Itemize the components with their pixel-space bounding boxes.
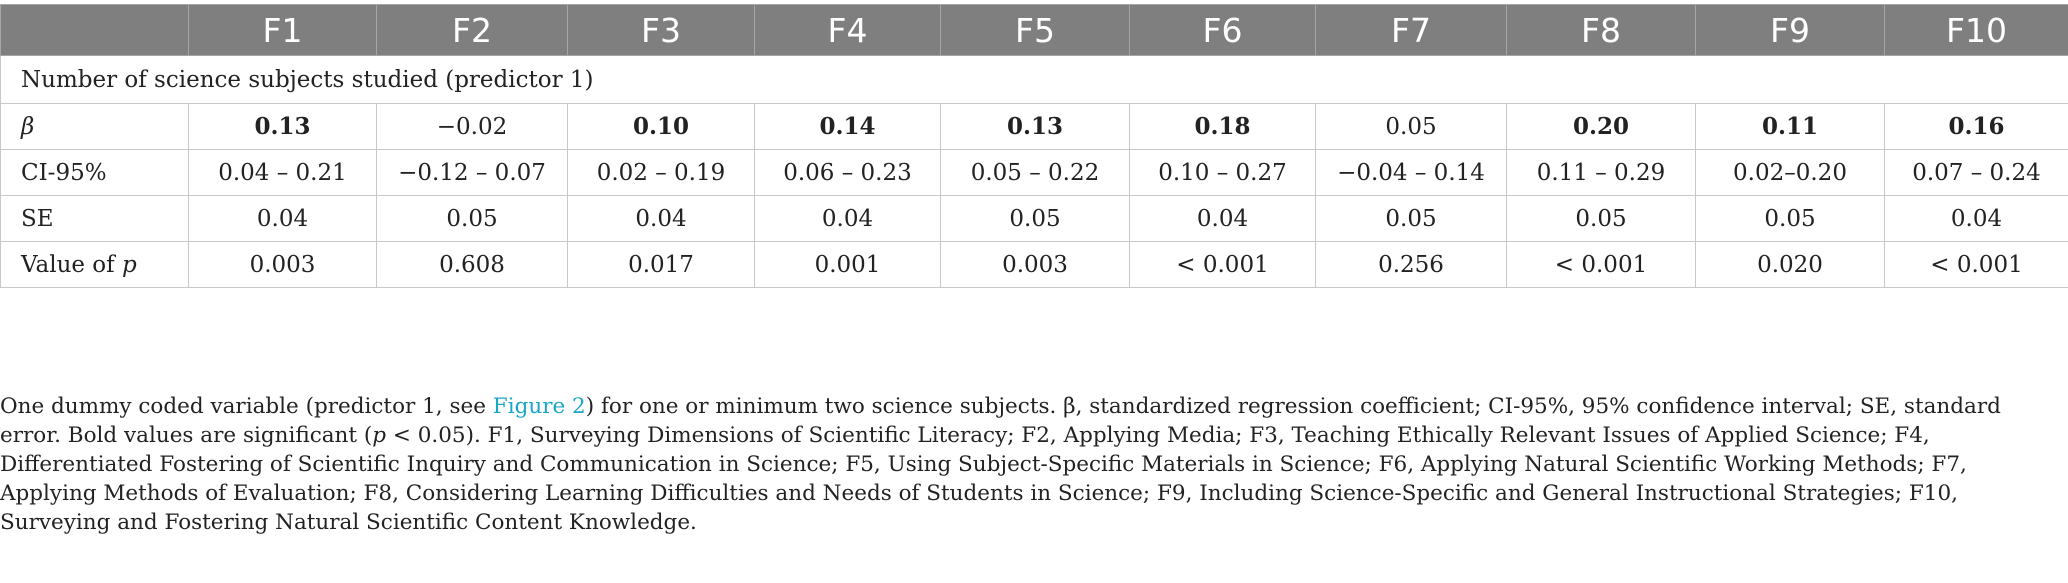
se-value-f1: 0.04 xyxy=(189,196,377,242)
row-label-p-prefix: Value of xyxy=(21,251,122,278)
header-cell-f3: F3 xyxy=(568,5,755,56)
p-value-f2: 0.608 xyxy=(377,242,568,288)
p-value-f6: < 0.001 xyxy=(1130,242,1316,288)
beta-value-f4: 0.14 xyxy=(755,104,941,150)
section-label: Number of science subjects studied (predictor 1) xyxy=(1,56,2068,104)
row-label-p-italic: p xyxy=(121,251,137,278)
beta-value-f10: 0.16 xyxy=(1885,104,2068,150)
header-row xyxy=(1,5,2068,56)
ci-value-f6: 0.10 – 0.27 xyxy=(1130,150,1316,196)
footnote-part2: ) for one or minimum two science subjects. β, standardized regression coefficient; CI-95%, 95% confidence interval; SE, standard error. Bold values are significant ( xyxy=(0,394,2001,448)
beta-value-f5: 0.13 xyxy=(941,104,1130,150)
p-value-f1: 0.003 xyxy=(189,242,377,288)
header-cell-f10: F10 xyxy=(1885,5,2068,56)
p-value-f7: 0.256 xyxy=(1316,242,1507,288)
section-row xyxy=(1,56,2068,104)
se-row xyxy=(1,196,2068,242)
ci-value-f9: 0.02–0.20 xyxy=(1696,150,1885,196)
ci-value-f7: −0.04 – 0.14 xyxy=(1316,150,1507,196)
header-cell-f5: F5 xyxy=(941,5,1130,56)
beta-value-f6: 0.18 xyxy=(1130,104,1316,150)
row-label-beta: β xyxy=(1,104,189,150)
header-cell-f8: F8 xyxy=(1507,5,1696,56)
results-table xyxy=(0,4,2068,288)
se-value-f5: 0.05 xyxy=(941,196,1130,242)
p-value-f5: 0.003 xyxy=(941,242,1130,288)
beta-value-f9: 0.11 xyxy=(1696,104,1885,150)
se-value-f4: 0.04 xyxy=(755,196,941,242)
ci-value-f3: 0.02 – 0.19 xyxy=(568,150,755,196)
p-value-f9: 0.020 xyxy=(1696,242,1885,288)
header-cell-f7: F7 xyxy=(1316,5,1507,56)
beta-value-f8: 0.20 xyxy=(1507,104,1696,150)
se-value-f9: 0.05 xyxy=(1696,196,1885,242)
se-value-f6: 0.04 xyxy=(1130,196,1316,242)
p-row xyxy=(1,242,2068,288)
footnote-part1: One dummy coded variable (predictor 1, see xyxy=(0,394,493,419)
ci-row xyxy=(1,150,2068,196)
p-value-f10: < 0.001 xyxy=(1885,242,2068,288)
p-value-f8: < 0.001 xyxy=(1507,242,1696,288)
ci-value-f5: 0.05 – 0.22 xyxy=(941,150,1130,196)
ci-value-f2: −0.12 – 0.07 xyxy=(377,150,568,196)
se-value-f8: 0.05 xyxy=(1507,196,1696,242)
p-value-f4: 0.001 xyxy=(755,242,941,288)
row-label-se: SE xyxy=(1,196,189,242)
p-value-f3: 0.017 xyxy=(568,242,755,288)
row-label-p xyxy=(1,242,189,288)
figure-link[interactable]: Figure 2 xyxy=(492,394,586,419)
se-value-f2: 0.05 xyxy=(377,196,568,242)
header-cell-f9: F9 xyxy=(1696,5,1885,56)
beta-value-f1: 0.13 xyxy=(189,104,377,150)
ci-value-f1: 0.04 – 0.21 xyxy=(189,150,377,196)
row-label-ci: CI-95% xyxy=(1,150,189,196)
footnote-part3: < 0.05). F1, Surveying Dimensions of Scientific Literacy; F2, Applying Media; F3, Teaching Ethically Relevant Issues of Applied Science; F4, Differentiated Fostering of Scientific Inquiry and Communication in Science; F5, Using Subject-Specific Materials in Science; F6, Applying Natural Scientific Working Methods; F7, Applying Methods of Evaluation; F8, Considering Learning Difficulties and Needs of Students in Science; F9, Including Science-Specific and General Instructional Strategies; F10, Surveying and Fostering Natural Scientific Content Knowledge. xyxy=(0,423,1967,535)
header-cell-f2: F2 xyxy=(377,5,568,56)
se-value-f3: 0.04 xyxy=(568,196,755,242)
beta-row xyxy=(1,104,2068,150)
beta-value-f2: −0.02 xyxy=(377,104,568,150)
header-cell-f6: F6 xyxy=(1130,5,1316,56)
se-value-f10: 0.04 xyxy=(1885,196,2068,242)
header-cell-f4: F4 xyxy=(755,5,941,56)
beta-value-f3: 0.10 xyxy=(568,104,755,150)
beta-value-f7: 0.05 xyxy=(1316,104,1507,150)
header-cell-f1: F1 xyxy=(189,5,377,56)
ci-value-f8: 0.11 – 0.29 xyxy=(1507,150,1696,196)
footnote-p-italic: p xyxy=(372,423,387,448)
ci-value-f10: 0.07 – 0.24 xyxy=(1885,150,2068,196)
table-footnote xyxy=(0,392,2050,537)
ci-value-f4: 0.06 – 0.23 xyxy=(755,150,941,196)
se-value-f7: 0.05 xyxy=(1316,196,1507,242)
header-cell-empty xyxy=(1,5,189,56)
